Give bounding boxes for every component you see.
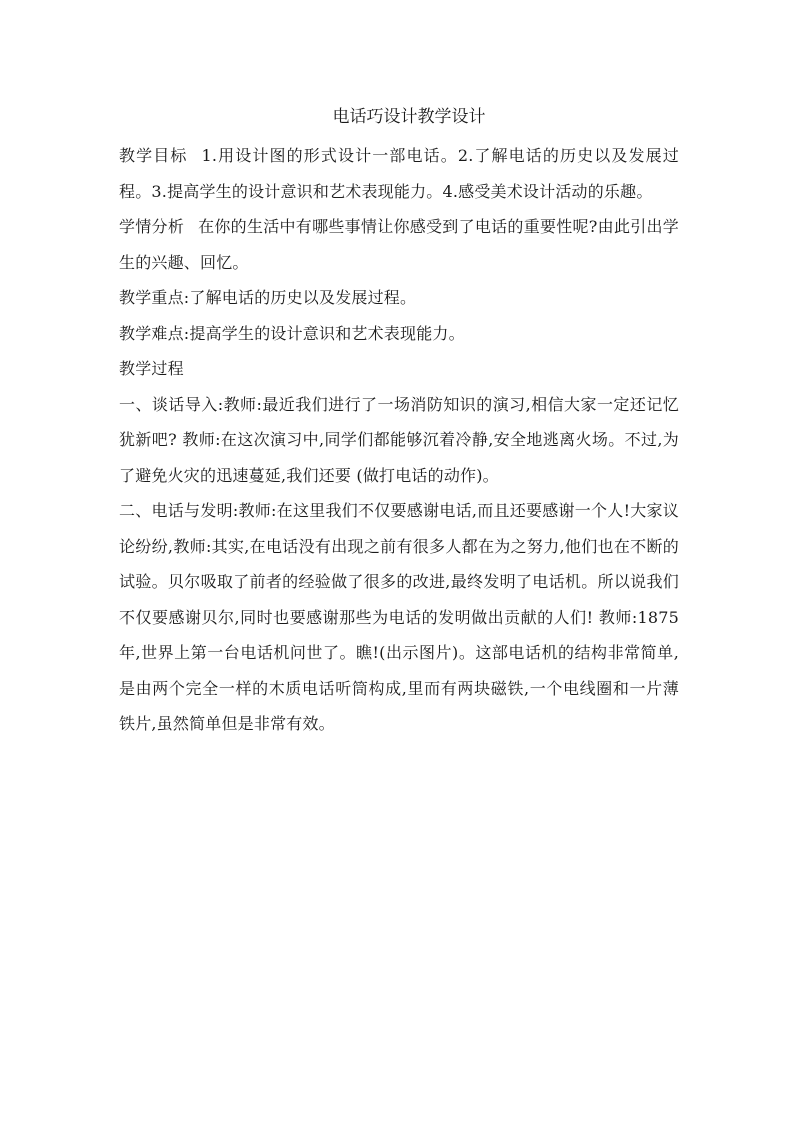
section-invention-paragraph: 二、电话与发明:教师:在这里我们不仅要感谢电话,而且还要感谢一个人!大家议论纷纷,教师:其实,在电话没有出现之前有很多人都在为之努力,他们也在不断的试验。贝尔吸取了前者的经验做了很多的改进,最终发明了电话机。所以说我们不仅要感谢贝尔,同时也要感谢那些为电话的发明做出贡献的人们! 教师:1875年,世界上第一台电话机问世了。瞧!(出示图片)。这部电话机的结构非常简单,是由两个完全一样的木质电话听筒构成,里而有两块磁铁,一个电线圈和一片薄铁片,虽然简单但是非常有效。 <box>119 501 679 733</box>
section-intro-paragraph: 一、谈话导入:教师:最近我们进行了一场消防知识的演习,相信大家一定还记忆犹新吧? 教师:在这次演习中,同学们都能够沉着冷静,安全地逃离火场。不过,为了避免火灾的迅速蔓延,我们还要 (做打电话的动作)。 <box>119 394 679 485</box>
difficulties-paragraph: 教学难点:提高学生的设计意识和艺术表现能力。 <box>119 323 465 343</box>
objectives-text: 1.用设计图的形式设计一部电话。2.了解电话的历史以及发展过程。3.提高学生的设计意识和艺术表现能力。4.感受美术设计活动的乐趣。 <box>119 146 679 201</box>
objectives-label: 教学目标 <box>119 146 188 165</box>
analysis-text: 在你的生活中有哪些事情让你感受到了电话的重要性呢?由此引出学生的兴趣、回忆。 <box>119 217 679 272</box>
document-body <box>119 100 679 742</box>
analysis-paragraph <box>119 209 679 280</box>
document-title: 电话巧设计教学设计 <box>332 107 486 127</box>
key-points-paragraph: 教学重点:了解电话的历史以及发展过程。 <box>119 288 417 307</box>
process-heading: 教学过程 <box>119 359 184 378</box>
analysis-label: 学情分析 <box>119 217 185 236</box>
objectives-paragraph <box>119 138 679 209</box>
